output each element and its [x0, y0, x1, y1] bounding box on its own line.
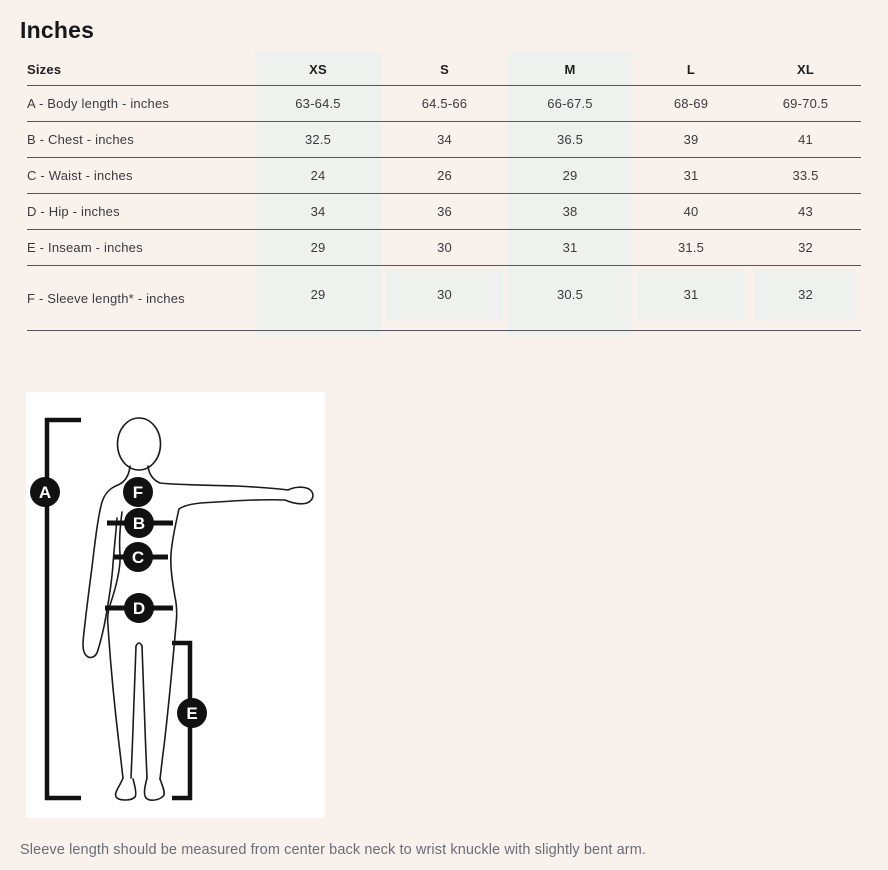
header-cell-m: M — [564, 62, 576, 77]
size-value: 24 — [310, 168, 326, 183]
page-title: Inches — [20, 17, 95, 43]
size-value: 68-69 — [673, 96, 709, 111]
row-label: C - Waist - inches — [27, 168, 133, 183]
size-value: 39 — [683, 132, 699, 147]
figure-inner-leg-right — [142, 646, 147, 778]
size-value: 29 — [255, 266, 381, 330]
table-row-sleeve-length — [27, 266, 861, 331]
size-value: 32 — [750, 266, 861, 330]
size-value: 30.5 — [508, 266, 632, 330]
row-label: E - Inseam - inches — [27, 240, 143, 255]
size-value: 26 — [437, 168, 452, 183]
figure-right-side — [148, 466, 313, 779]
size-value: 29 — [562, 168, 578, 183]
marker-d-label: D — [132, 599, 146, 618]
table-row-waist — [27, 158, 861, 194]
sleeve-measurement-note: Sleeve length should be measured from center back neck to wrist knuckle with slightly bent arm. — [20, 842, 647, 858]
size-value: 43 — [798, 204, 813, 219]
marker-b-label: B — [132, 514, 146, 533]
size-value: 36.5 — [556, 132, 584, 147]
size-value: 31.5 — [677, 240, 705, 255]
figure-left-foot — [116, 778, 136, 800]
size-value: 32.5 — [304, 132, 332, 147]
figure-head — [118, 418, 161, 470]
marker-f-label: F — [132, 483, 144, 502]
size-value: 32 — [798, 240, 813, 255]
size-value: 40 — [683, 204, 699, 219]
size-table — [27, 54, 861, 331]
figure-torso-left — [108, 512, 123, 778]
body-measurement-diagram — [26, 392, 325, 818]
row-label: F - Sleeve length* - inches — [27, 290, 185, 306]
size-value: 29 — [310, 240, 326, 255]
figure-left-arm — [83, 466, 130, 657]
header-cell-xs: XS — [309, 62, 327, 77]
size-value: 31 — [632, 266, 750, 330]
body-length-bracket-icon — [47, 420, 81, 798]
size-value: 31 — [683, 168, 699, 183]
figure-right-foot — [144, 778, 164, 800]
table-row-chest — [27, 122, 861, 158]
size-value: 33.5 — [792, 168, 819, 183]
size-value: 34 — [437, 132, 452, 147]
size-value: 30 — [381, 266, 508, 330]
body-figure-svg — [26, 392, 325, 818]
size-value: 41 — [798, 132, 813, 147]
marker-badges — [30, 477, 207, 728]
figure-crotch — [136, 643, 142, 646]
size-value: 34 — [310, 204, 326, 219]
marker-a-label: A — [38, 483, 52, 502]
header-cell-xl: XL — [796, 62, 814, 77]
size-value: 38 — [562, 204, 578, 219]
size-value: 31 — [562, 240, 578, 255]
marker-e-label: E — [186, 704, 198, 723]
table-header-row — [27, 54, 861, 86]
size-value: 69-70.5 — [782, 96, 829, 111]
row-label: D - Hip - inches — [27, 204, 120, 219]
table-row-inseam — [27, 230, 861, 266]
row-label: B - Chest - inches — [27, 132, 134, 147]
table-row-body-length — [27, 86, 861, 122]
marker-c-label: C — [131, 548, 145, 567]
size-value: 66-67.5 — [547, 96, 593, 111]
header-cell-l: L — [686, 62, 696, 77]
size-value: 64.5-66 — [421, 96, 468, 111]
size-value: 36 — [437, 204, 452, 219]
row-label: A - Body length - inches — [27, 96, 170, 111]
figure-inner-leg-left — [131, 646, 136, 778]
size-value: 63-64.5 — [295, 96, 341, 111]
header-cell-s: S — [440, 62, 449, 77]
header-cell-sizes: Sizes — [27, 62, 62, 77]
size-value: 30 — [437, 240, 452, 255]
table-row-hip — [27, 194, 861, 230]
